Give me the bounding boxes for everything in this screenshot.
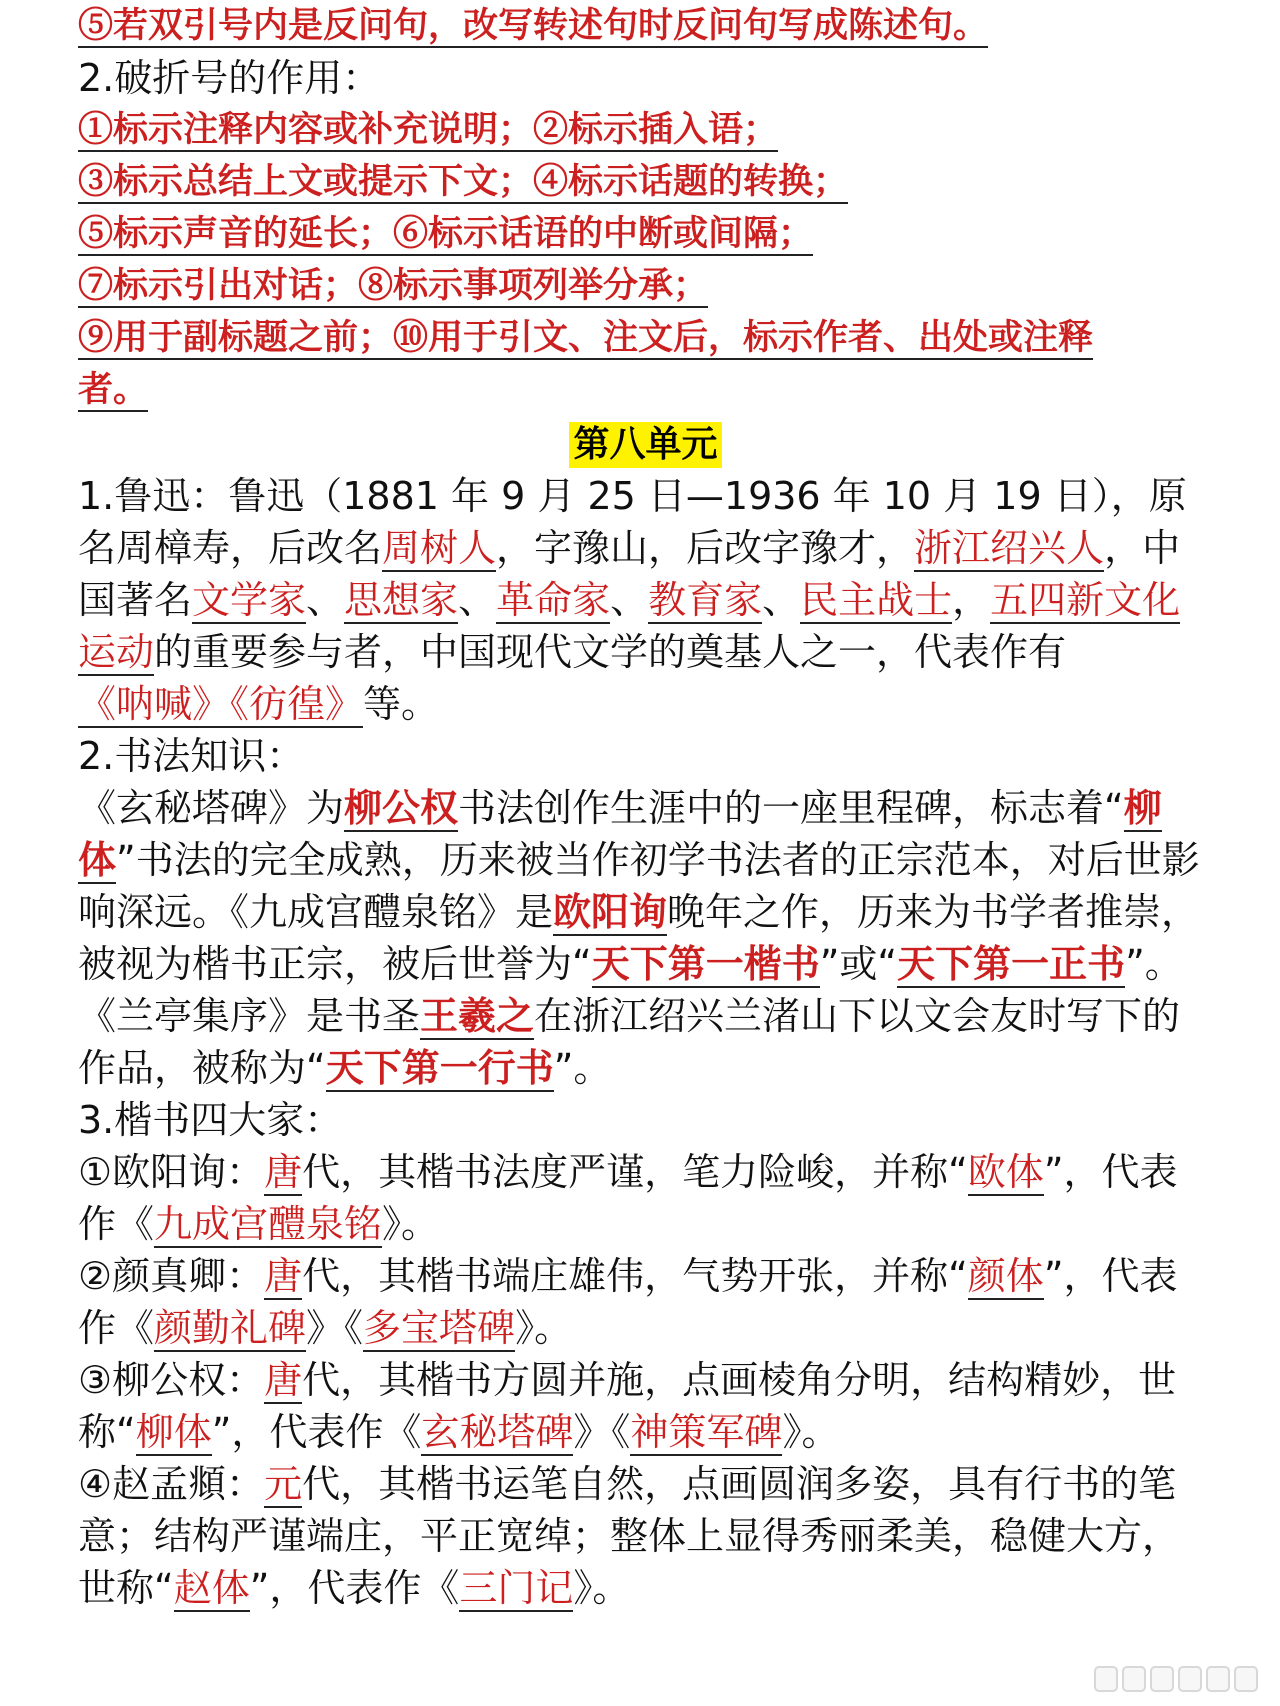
keyword: 玄秘塔碑 bbox=[421, 1410, 574, 1454]
keyword: 周树人 bbox=[382, 526, 497, 570]
keyword: 元 bbox=[264, 1462, 303, 1506]
keyword: 唐 bbox=[264, 1358, 303, 1402]
calligraphy-paragraph: 《玄秘塔碑》为柳公权书法创作生涯中的一座里程碑，标志着“柳体”书法的完全成熟，历来被当作初学书法者的正宗范本，对后世影响深远。《九成宫醴泉铭》是欧阳询晚年之作，历来为书学者推崇，被视为楷书正宗，被后世誉为“天下第一楷书”或“天下第一正书”。《兰亭集序》是书圣王羲之在浙江绍兴兰渚山下以文会友时写下的作品，被称为“天下第一行书”。 bbox=[78, 785, 1200, 1090]
keyword: 赵体 bbox=[173, 1566, 250, 1610]
keyword: 革命家 bbox=[496, 578, 611, 622]
dash-section-title: 2.破折号的作用： bbox=[78, 56, 381, 100]
dash-item-line: ⑦标示引出对话；⑧标示事项列举分承； bbox=[78, 265, 709, 306]
keyword: 九成宫醴泉铭 bbox=[154, 1202, 383, 1246]
document-page bbox=[78, 0, 1213, 1614]
keyword: 浙江绍兴人 bbox=[914, 526, 1105, 570]
keyword: 教育家 bbox=[648, 578, 763, 622]
watermark-mark-icon bbox=[1150, 1666, 1174, 1692]
red-note: ⑤若双引号内是反问句，改写转述句时反问句写成陈述句。 bbox=[78, 5, 989, 46]
watermark-mark-icon bbox=[1178, 1666, 1202, 1692]
keyword: 三门记 bbox=[459, 1566, 574, 1610]
keyword: 《呐喊》 bbox=[78, 682, 231, 726]
watermark-mark-icon bbox=[1206, 1666, 1230, 1692]
watermark-mark-icon bbox=[1234, 1666, 1258, 1692]
keyword: 天下第一楷书 bbox=[591, 941, 820, 986]
keyword: 文学家 bbox=[192, 578, 307, 622]
keyword: 柳体 bbox=[135, 1410, 212, 1454]
keyword: 天下第一正书 bbox=[897, 941, 1126, 986]
keyword: 颜体 bbox=[967, 1254, 1044, 1298]
keyword: 神策军碑 bbox=[630, 1410, 783, 1454]
master-entry: ①欧阳询：唐代，其楷书法度严谨，笔力险峻，并称“欧体”，代表作《九成宫醴泉铭》。 bbox=[78, 1150, 1178, 1246]
quote-rule-5 bbox=[78, 0, 1213, 52]
master-entry: ②颜真卿：唐代，其楷书端庄雄伟，气势开张，并称“颜体”，代表作《颜勤礼碑》《多宝塔碑》。 bbox=[78, 1254, 1178, 1350]
master-entry: ③柳公权：唐代，其楷书方圆并施，点画棱角分明，结构精妙，世称“柳体”，代表作《玄秘塔碑》《神策军碑》。 bbox=[78, 1358, 1177, 1454]
keyword: 柳公权 bbox=[344, 785, 459, 830]
keyword: 五四新文化运动 bbox=[78, 578, 1181, 674]
watermark-logo bbox=[1094, 1666, 1258, 1692]
luxun-paragraph: 1.鲁迅：鲁迅（1881 年 9 月 25 日—1936 年 10 月 19 日），原名周樟寿，后改名周树人，字豫山，后改字豫才，浙江绍兴人，中国著名文学家、思想家、革命家、教育家、民主战士，五四新文化运动的重要参与者，中国现代文学的奠基人之一，代表作有《呐喊》《彷徨》等。 bbox=[78, 474, 1187, 726]
keyword: 《彷徨》 bbox=[230, 682, 364, 726]
keyword: 欧体 bbox=[967, 1150, 1044, 1194]
master-entry: ④赵孟頫：元代，其楷书运笔自然，点画圆润多姿，具有行书的笔意；结构严谨端庄，平正宽绰；整体上显得秀丽柔美，稳健大方，世称“赵体”，代表作《三门记》。 bbox=[78, 1462, 1181, 1610]
keyword: 天下第一行书 bbox=[325, 1045, 554, 1090]
unit-heading bbox=[78, 416, 1213, 470]
keyword: 欧阳询 bbox=[553, 889, 668, 934]
unit-title: 第八单元 bbox=[569, 422, 721, 468]
keyword: 唐 bbox=[264, 1254, 303, 1298]
keyword: 思想家 bbox=[344, 578, 459, 622]
dash-item-line: 者。 bbox=[78, 369, 149, 410]
keyword: 民主战士 bbox=[800, 578, 953, 622]
keyword: 王羲之 bbox=[420, 993, 535, 1038]
keyword: 柳体 bbox=[78, 785, 1162, 882]
masters-title: 3.楷书四大家： bbox=[78, 1098, 343, 1142]
keyword: 唐 bbox=[264, 1150, 303, 1194]
dash-item-line: ⑤标示声音的延长；⑥标示话语的中断或间隔； bbox=[78, 213, 814, 254]
watermark-mark-icon bbox=[1122, 1666, 1146, 1692]
dash-item-line: ⑨用于副标题之前；⑩用于引文、注文后，标示作者、出处或注释 bbox=[78, 317, 1094, 358]
calligraphy-title: 2.书法知识： bbox=[78, 734, 305, 778]
dash-item-line: ①标示注释内容或补充说明；②标示插入语； bbox=[78, 109, 779, 150]
watermark-mark-icon bbox=[1094, 1666, 1118, 1692]
dash-item-line: ③标示总结上文或提示下文；④标示话题的转换； bbox=[78, 161, 849, 202]
keyword: 颜勤礼碑 bbox=[154, 1306, 307, 1350]
keyword: 多宝塔碑 bbox=[363, 1306, 516, 1350]
